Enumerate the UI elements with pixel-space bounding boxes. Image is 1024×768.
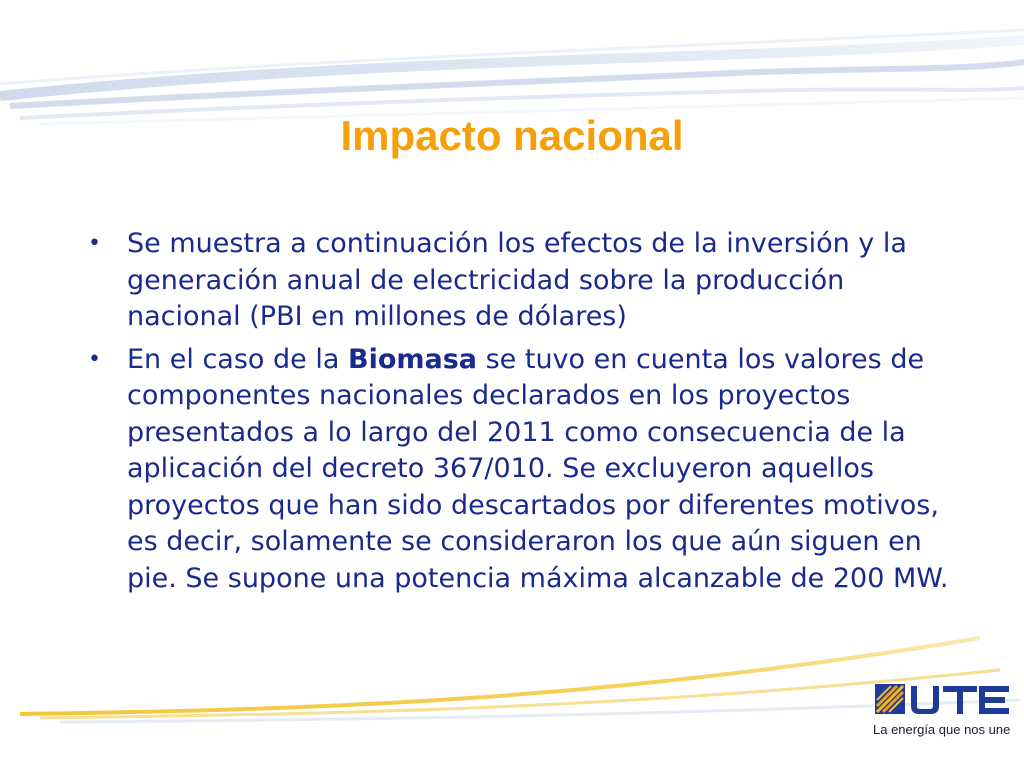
ute-logo <box>873 680 1013 750</box>
bullet-item <box>86 226 966 336</box>
bullet-glyph: • <box>88 231 101 256</box>
bullet-text: Se muestra a continuación los efectos de la inversión y la generación anual de electricidad sobre la producción nacional (PBI en millones de dólares) <box>127 228 907 332</box>
bullet-text-lead: En el caso de la <box>127 343 348 375</box>
bullet-list <box>86 226 966 603</box>
ute-logo-icon <box>873 680 1013 716</box>
logo-tagline: La energía que nos une <box>873 722 1011 737</box>
bullet-item <box>86 342 966 598</box>
bullet-text-emphasis: Biomasa <box>347 343 478 375</box>
slide-title: Impacto nacional <box>340 112 684 159</box>
bullet-text-rest: se tuvo en cuenta los valores de componentes nacionales declarados en los proyectos presentados a lo largo del 2011 como consecuencia de la aplicación del decreto 367/010. Se excluyeron aquellos proyectos que han sido descartados por diferentes motivos, es decir, solamente se consideraron los que aún siguen en pie. Se supone una potencia máxima alcanzable de 200 MW. <box>127 343 949 594</box>
bullet-glyph: • <box>88 346 101 372</box>
bullet-text <box>127 342 966 598</box>
decorative-swoosh-bottom <box>0 630 1024 730</box>
